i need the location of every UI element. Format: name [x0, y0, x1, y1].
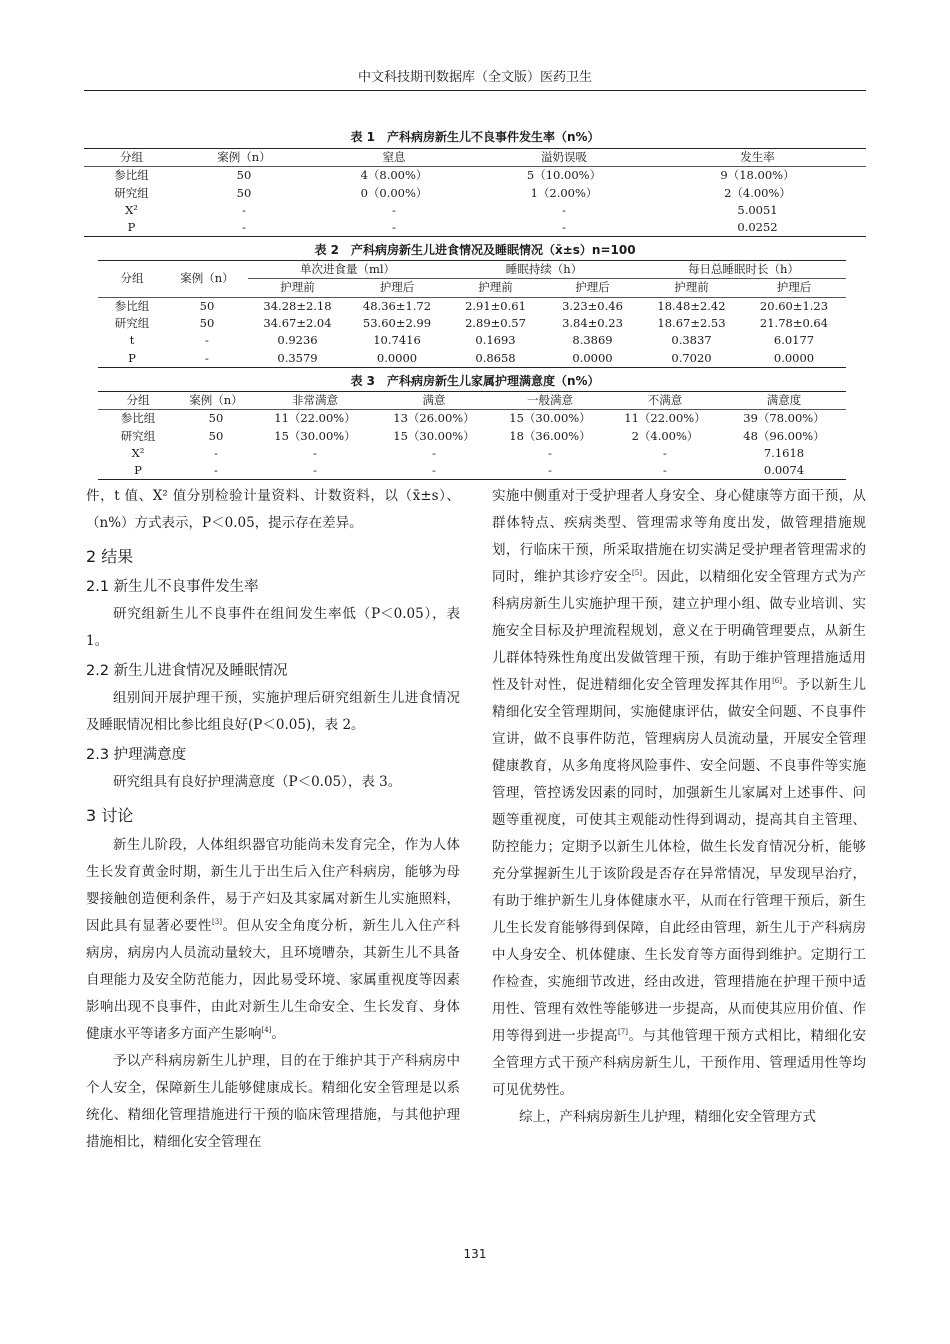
table-cell: -	[432, 446, 436, 461]
table-cell: -	[205, 333, 209, 348]
table-cell: 护理前	[447, 279, 544, 297]
header-rule	[84, 90, 866, 91]
table-cell: 2（4.00%）	[724, 185, 791, 200]
table-cell: 案例（n）	[179, 149, 309, 167]
table-cell: 护理后	[544, 279, 641, 297]
table-cell: 案例（n）	[178, 392, 254, 410]
table-cell: 护理前	[641, 279, 742, 297]
table-row	[98, 297, 846, 315]
table-cell: 参比组	[120, 411, 156, 426]
table-cell: 护理前	[248, 279, 347, 297]
citation-5: [5]	[632, 569, 642, 577]
table-cell: -	[479, 219, 649, 237]
subsection-2-1-heading: 2.1 新生儿不良事件发生率	[86, 579, 259, 595]
table-row	[98, 428, 846, 445]
table-cell: 研究组	[114, 316, 150, 331]
table-cell: 34.67±2.04	[263, 316, 332, 331]
table-cell: 50	[236, 185, 252, 200]
table-cell: 满意度	[722, 392, 846, 410]
table-cell: 2.89±0.57	[465, 316, 526, 331]
table-cell: -	[242, 203, 246, 218]
citation-6: [6]	[772, 677, 782, 685]
table-cell: 15（30.00%）	[274, 428, 356, 443]
table-cell: 0.3837	[671, 333, 712, 348]
journal-header: 中文科技期刊数据库（全文版）医药卫生	[357, 70, 592, 85]
table-cell: 睡眠持续（h）	[447, 261, 641, 279]
table-cell: 窒息	[309, 149, 479, 167]
table-cell: 参比组	[114, 298, 150, 313]
table-cell: -	[309, 219, 479, 237]
table-cell: -	[178, 462, 254, 480]
table-cell: P	[98, 349, 166, 367]
table-cell: 5.0051	[737, 203, 778, 218]
table-header-row	[98, 261, 846, 279]
table-cell: 21.78±0.64	[759, 316, 829, 331]
section-results-heading: 2 结果	[86, 547, 134, 566]
table-cell: X²	[125, 203, 138, 218]
table-cell: 4（8.00%）	[360, 168, 428, 183]
paragraph-2-3: 研究组具有良好护理满意度（P＜0.05），表 3。	[113, 774, 402, 790]
table-cell: 20.60±1.23	[759, 298, 829, 313]
subsection-2-2-heading: 2.2 新生儿进食情况及睡眠情况	[86, 663, 288, 679]
table-cell: 一般满意	[492, 392, 608, 410]
subsection-2-3-heading: 2.3 护理满意度	[86, 747, 187, 763]
table-header-row	[98, 392, 846, 410]
paragraph-2-2: 组别间开展护理干预，实施护理后研究组新生儿进食情况及睡眠情况相比参比组良好(P＜0.05)，表 2。	[86, 690, 460, 733]
table-cell: 50	[199, 298, 215, 313]
table-cell: 6.0177	[773, 333, 815, 348]
table-cell: 2.91±0.61	[465, 298, 526, 313]
table-cell: 0.9236	[277, 333, 318, 348]
table-cell: 0.0000	[742, 349, 846, 367]
table-cell: -	[392, 203, 396, 218]
table-cell: 48.36±1.72	[362, 298, 432, 313]
table-cell: 9（18.00%）	[720, 168, 795, 183]
table-cell: -	[179, 219, 309, 237]
table-cell: 分组	[98, 392, 178, 410]
table-cell: 2（4.00%）	[631, 428, 699, 443]
table-cell: -	[548, 446, 552, 461]
table-cell: 18.48±2.42	[657, 298, 726, 313]
table-cell: 15（30.00%）	[393, 428, 475, 443]
table-cell: 18（36.00%）	[509, 428, 591, 443]
table-cell: -	[166, 349, 248, 367]
table-cell: 0.0074	[722, 462, 846, 480]
table-cell: 分组	[84, 149, 179, 167]
table-cell: -	[313, 446, 317, 461]
table-row	[98, 349, 846, 367]
table-cell: 50	[236, 168, 252, 183]
table-cell: 13（26.00%）	[393, 411, 475, 426]
table-cell: 参比组	[114, 168, 149, 183]
table-cell: 50	[199, 316, 215, 331]
table-cell: 溢奶误吸	[479, 149, 649, 167]
section-discussion-heading: 3 讨论	[86, 806, 134, 825]
table-cell: 护理后	[347, 279, 447, 297]
right-column	[492, 483, 866, 1131]
table-cell: 发生率	[649, 149, 866, 167]
table-cell: 3.23±0.46	[562, 298, 623, 313]
table-cell: 7.1618	[763, 446, 805, 461]
table-cell: 研究组	[114, 185, 149, 200]
table-cell: P	[84, 219, 179, 237]
conclusion-paragraph: 综上，产科病房新生儿护理，精细化安全管理方式	[519, 1109, 816, 1125]
table-cell: -	[376, 462, 492, 480]
table-cell: 11（22.00%）	[274, 411, 356, 426]
table-cell: 50	[208, 428, 224, 443]
discussion-paragraph-3: 实施中侧重对于受护理者人身安全、身心健康等方面干预，从群体特点、疾病类型、管理需求等角度出发，做管理措施规划，行临床干预，所采取措施在切实满足受护理者管理需求的同时，维护其诊疗安全[5]。因此，以精细化安全管理方式为产科病房新生儿实施护理干预，建立护理小组、做专业培训、实施安全目标及护理流程规划，意义在于明确管理要点，从新生儿群体特殊性角度出发做管理干预，有助于维护管理措施适用性及针对性，促进精细化安全管理发挥其作用[6]。予以新生儿精细化安全管理期间，实施健康评估，做安全问题、不良事件宣讲，做不良事件防范，管理病房人员流动量，开展安全管理健康教育，从多角度将风险事件、安全问题、不良事件等实施管理，管控诱发因素的同时，加强新生儿家属对上述事件、问题等重视度，可使其主观能动性得到调动，提高其自主管理、防控能力；定期予以新生儿体检，做生长发育情况分析，能够充分掌握新生儿于该阶段是否存在异常情况，早发现早治疗，有助于维护新生儿身体健康水平，从而在行管理干预后，新生儿生长发育能够得到保障，自此经由管理，新生儿于产科病房中人身安全、机体健康、生长发育等方面得到维护。定期行工作检查，实施细节改进，经由改进，管理措施在护理干预中适用性、管理有效性等能够进一步提高，从而使其应用价值、作用等得到进一步提高[7]。与其他管理干预方式相比，精细化安全管理方式干预产科病房新生儿，干预作用、管理适用性等均可见优势性。	[492, 488, 867, 1098]
methods-tail-paragraph: 件，t 值、X² 值分别检验计量资料、计数资料，以（x̄±s）、（n%）方式表示，P＜0.05，提示存在差异。	[86, 488, 460, 531]
table-cell: 15（30.00%）	[509, 411, 591, 426]
table-row	[84, 167, 866, 185]
table-cell: 1（2.00%）	[530, 185, 598, 200]
table-cell: 0.0000	[544, 349, 641, 367]
table-cell: 0（0.00%）	[360, 185, 428, 200]
table-row	[84, 185, 866, 202]
table-cell: -	[562, 203, 566, 218]
table-cell: 护理后	[742, 279, 846, 297]
table-cell: 0.8658	[447, 349, 544, 367]
table-cell: 0.0000	[347, 349, 447, 367]
table-cell: 分组	[98, 261, 166, 298]
discussion-paragraph-1: 新生儿阶段，人体组织器官功能尚未发育完全，作为人体生长发育黄金时期，新生儿于出生后入住产科病房，能够为母婴接触创造便利条件，易于产妇及其家属对新生儿实施照料，因此具有显著必要性[3]。但从安全角度分析，新生儿入住产科病房，病房内人员流动量较大，且环境嘈杂，其新生儿不具备自理能力及安全防范能力，因此易受环境、家属重视度等因素影响出现不良事件，由此对新生儿生命安全、生长发育、身体健康水平等诸多方面产生影响[4]。	[86, 837, 461, 1042]
table-header-row	[84, 149, 866, 167]
table-row	[98, 445, 846, 462]
left-column	[86, 483, 460, 1156]
table2-caption: 表 2 产科病房新生儿进食情况及睡眠情况（x̄±s）n=100	[314, 243, 636, 257]
table1-caption: 表 1 产科病房新生儿不良事件发生率（n%）	[350, 130, 600, 144]
table-cell: 3.84±0.23	[562, 316, 623, 331]
table-row	[98, 462, 846, 480]
table3	[98, 391, 846, 480]
table-cell: 案例（n）	[166, 261, 248, 298]
table-cell: X²	[131, 446, 145, 461]
table-row	[98, 410, 846, 428]
table-cell: 0.1693	[475, 333, 516, 348]
citation-7: [7]	[618, 1028, 628, 1036]
table-cell: 48（96.00%）	[743, 428, 825, 443]
table-cell: -	[663, 446, 667, 461]
table-cell: 53.60±2.99	[362, 316, 432, 331]
table-cell: 18.67±2.53	[657, 316, 726, 331]
table-cell: -	[214, 446, 218, 461]
table-cell: -	[608, 462, 722, 480]
paragraph-2-1: 研究组新生儿不良事件在组间发生率低（P＜0.05），表 1。	[86, 606, 460, 649]
table-cell: 5（10.00%）	[526, 168, 602, 183]
table-cell: 每日总睡眠时长（h）	[641, 261, 846, 279]
citation-3: [3]	[212, 918, 222, 926]
table-cell: 非常满意	[254, 392, 376, 410]
table-row	[98, 315, 846, 332]
table-row	[84, 202, 866, 219]
table-cell: 34.28±2.18	[263, 298, 332, 313]
table-cell: -	[254, 462, 376, 480]
table-cell: 0.0252	[649, 219, 866, 237]
discussion-paragraph-2: 予以产科病房新生儿护理，目的在于维护其于产科病房中个人安全，保障新生儿能够健康成长。精细化安全管理是以系统化、精细化管理措施进行干预的临床管理措施，与其他护理措施相比，精细化安全管理在	[86, 1053, 460, 1150]
table-cell: 10.7416	[373, 333, 421, 348]
table-cell: 研究组	[120, 428, 156, 443]
table-cell: 满意	[376, 392, 492, 410]
table-cell: 0.7020	[641, 349, 742, 367]
table-cell: P	[98, 462, 178, 480]
table-cell: 11（22.00%）	[624, 411, 706, 426]
citation-4: [4]	[261, 1026, 272, 1034]
table2	[98, 260, 846, 368]
table-cell: 8.3869	[572, 333, 613, 348]
table-cell: 50	[208, 411, 224, 426]
page-number: 131	[463, 1247, 487, 1261]
table-row	[98, 332, 846, 349]
table-cell: 39（78.00%）	[743, 411, 825, 426]
table1	[84, 148, 866, 237]
table-cell: t	[129, 333, 135, 348]
table-cell: 单次进食量（ml）	[248, 261, 447, 279]
table-cell: 不满意	[608, 392, 722, 410]
table3-caption: 表 3 产科病房新生儿家属护理满意度（n%）	[350, 374, 600, 388]
table-cell: -	[492, 462, 608, 480]
table-cell: 0.3579	[248, 349, 347, 367]
table-row	[84, 219, 866, 237]
